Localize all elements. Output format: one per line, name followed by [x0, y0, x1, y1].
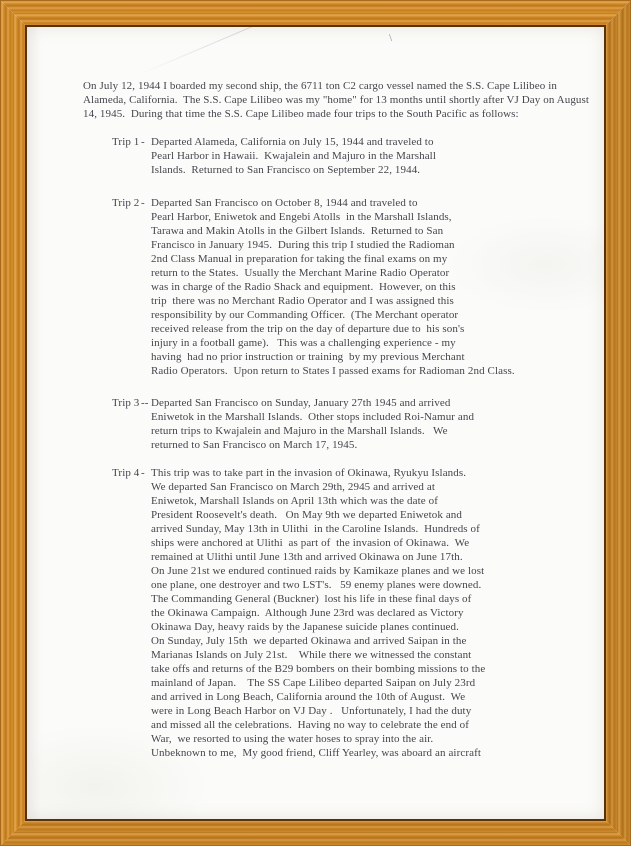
picture-frame-bottom — [0, 819, 631, 846]
trip-2-section — [112, 196, 515, 378]
trip-separator: -- — [141, 397, 149, 409]
text-line: was in charge of the Radio Shack and equipment. However, on this — [151, 281, 456, 293]
text-line: President Roosevelt's death. On May 9th we departed Eniwetok and — [151, 509, 463, 521]
picture-frame-left — [0, 0, 27, 846]
text-line: We departed San Francisco on March 29th, 2945 and arrived at — [151, 481, 435, 493]
text-line: responsibility by our Commanding Officer. (The Merchant operator — [151, 309, 459, 321]
trip-label: Trip 2 — [112, 197, 140, 209]
trip-body — [151, 396, 474, 452]
scan-scratch-line — [137, 27, 384, 76]
trip-separator: - — [141, 197, 145, 209]
text-line: injury in a football game). This was a challenging experience - my — [151, 337, 456, 349]
text-line: one plane, one destroyer and two LST's. 59 enemy planes were downed. — [151, 579, 482, 591]
text-line: take offs and returns of the B29 bombers on their bombing missions to the — [151, 663, 486, 675]
text-line: Unbeknown to me, My good friend, Cliff Yearley, was aboard an aircraft — [151, 747, 481, 759]
text-line: returned to San Francisco on March 17, 1945. — [151, 439, 358, 451]
trip-separator: - — [141, 467, 145, 479]
text-line: return trips to Kwajalein and Majuro in the Marshall Islands. We — [151, 425, 448, 437]
trip-body — [151, 196, 515, 378]
picture-frame-top — [0, 0, 631, 27]
trip-label: Trip 1 — [112, 136, 140, 148]
text-line: Islands. Returned to San Francisco on September 22, 1944. — [151, 164, 421, 176]
text-line: Eniwetok, Marshall Islands on April 13th which was the date of — [151, 495, 438, 507]
text-line: War, we resorted to using the water hoses to spray into the air. — [151, 733, 434, 745]
text-line: return to the States. Usually the Merchant Marine Radio Operator — [151, 267, 450, 279]
text-line: having had no prior instruction or training by my previous Merchant — [151, 351, 465, 363]
text-line: Okinawa Day, heavy raids by the Japanese suicide planes continued. — [151, 621, 459, 633]
text-line: Radio Operators. Upon return to States I passed exams for Radioman 2nd Class. — [151, 365, 515, 377]
trip-body — [151, 135, 436, 177]
picture-frame-right — [604, 0, 631, 846]
text-line: ships were anchored at Ulithi as part of the invasion of Okinawa. We — [151, 537, 470, 549]
trip-separator: - — [141, 136, 145, 148]
text-line: Departed Alameda, California on July 15, 1944 and traveled to — [151, 136, 434, 148]
scan-stray-mark: \ — [389, 32, 393, 44]
trip-label: Trip 4 — [112, 467, 140, 479]
trip-label: Trip 3 — [112, 397, 140, 409]
trip-body — [151, 466, 485, 760]
intro-paragraph — [83, 79, 589, 121]
text-line: Pearl Harbor in Hawaii. Kwajalein and Majuro in the Marshall — [151, 150, 436, 162]
text-line: Pearl Harbor, Eniwetok and Engebi Atolls in the Marshall Islands, — [151, 211, 452, 223]
text-line: the Okinawa Campaign. Although June 23rd was declared as Victory — [151, 607, 464, 619]
text-line: On June 21st we endured continued raids by Kamikaze planes and we lost — [151, 565, 485, 577]
text-line: received release from the trip on the day of departure due to his son's — [151, 323, 465, 335]
text-line: mainland of Japan. The SS Cape Lilibeo departed Saipan on July 23rd — [151, 677, 476, 689]
text-line: and missed all the celebrations. Having no way to celebrate the end of — [151, 719, 470, 731]
text-line: arrived Sunday, May 13th in Ulithi in the Caroline Islands. Hundreds of — [151, 523, 480, 535]
intro-line: Alameda, California. The S.S. Cape Lilibeo was my "home" for 13 months until shortly after VJ Day on August — [83, 94, 590, 106]
text-line: Marianas Islands on July 21st. While there we witnessed the constant — [151, 649, 472, 661]
text-line: Departed San Francisco on Sunday, January 27th 1945 and arrived — [151, 397, 451, 409]
scanned-page — [27, 27, 604, 819]
text-line: This trip was to take part in the invasion of Okinawa, Ryukyu Islands. — [151, 467, 467, 479]
text-line: were in Long Beach Harbor on VJ Day . Unfortunately, I had the duty — [151, 705, 472, 717]
text-line: The Commanding General (Buckner) lost his life in these final days of — [151, 593, 472, 605]
trip-3-section — [112, 396, 474, 452]
trip-4-section — [112, 466, 485, 760]
text-line: Departed San Francisco on October 8, 1944 and traveled to — [151, 197, 418, 209]
intro-line: 14, 1945. During that time the S.S. Cape Lilibeo made four trips to the South Pacific as follows: — [83, 108, 519, 120]
text-line: 2nd Class Manual in preparation for taking the final exams on my — [151, 253, 448, 265]
trip-1-section — [112, 135, 436, 177]
text-line: trip there was no Merchant Radio Operator and I was assigned this — [151, 295, 454, 307]
text-line: On Sunday, July 15th we departed Okinawa and arrived Saipan in the — [151, 635, 467, 647]
text-line: Tarawa and Makin Atolls in the Gilbert Islands. Returned to San — [151, 225, 444, 237]
text-line: and arrived in Long Beach, California around the 10th of August. We — [151, 691, 466, 703]
text-line: remained at Ulithi until June 13th and arrived Okinawa on June 17th. — [151, 551, 463, 563]
text-line: Francisco in January 1945. During this trip I studied the Radioman — [151, 239, 455, 251]
text-line: Eniwetok in the Marshall Islands. Other stops included Roi-Namur and — [151, 411, 475, 423]
intro-line: On July 12, 1944 I boarded my second ship, the 6711 ton C2 cargo vessel named the S.S. Cape Lilibeo in — [83, 80, 557, 92]
